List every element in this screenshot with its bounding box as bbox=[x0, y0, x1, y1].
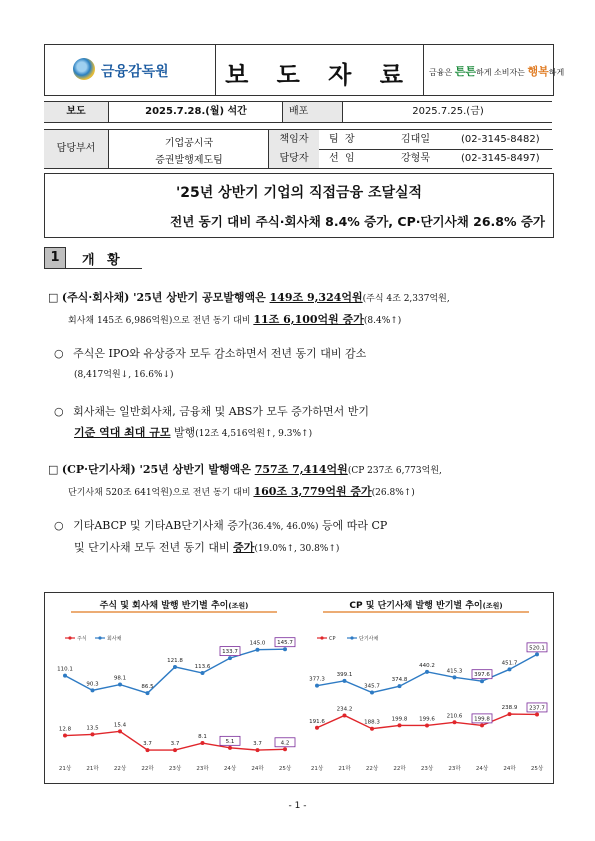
paragraph-2-line-1 bbox=[48, 462, 442, 479]
legend-marker bbox=[350, 636, 353, 639]
bullet-1-line-1 bbox=[54, 346, 366, 362]
b3-text: 기타ABCP 및 기타AB단기사채 증가 bbox=[73, 519, 249, 532]
slogan bbox=[423, 45, 565, 95]
x-tick-label: 23하 bbox=[196, 766, 209, 772]
contact-phone: (02-3145-8497) bbox=[461, 153, 540, 164]
fss-logo-icon bbox=[73, 58, 95, 80]
data-point bbox=[398, 684, 402, 688]
headline-box bbox=[44, 173, 554, 238]
data-label: 13.5 bbox=[86, 725, 99, 732]
data-point bbox=[480, 723, 484, 727]
charts-frame bbox=[44, 592, 554, 784]
data-point bbox=[535, 652, 539, 656]
data-label: 5.1 bbox=[225, 738, 235, 745]
bullet-3-line-1 bbox=[54, 518, 387, 535]
data-point bbox=[118, 729, 122, 733]
contact-title: 팀 장 bbox=[329, 134, 355, 145]
legend-label: 회사채 bbox=[107, 636, 122, 642]
x-tick-label: 22상 bbox=[365, 766, 379, 772]
chart-title bbox=[100, 599, 249, 611]
data-label: 15.4 bbox=[113, 722, 127, 729]
p1-lead: (주식·회사채) '25년 상반기 공모발행액은 bbox=[61, 291, 270, 304]
contact-row bbox=[268, 130, 553, 150]
data-label: 3.7 bbox=[143, 741, 152, 748]
b3-text-2: 등에 따라 CP bbox=[318, 519, 388, 532]
data-point bbox=[283, 747, 287, 751]
data-point bbox=[343, 713, 347, 717]
doc-title: 보 도 자 료 bbox=[225, 61, 413, 89]
x-tick-label: 21상 bbox=[310, 766, 324, 772]
x-tick-label: 24상 bbox=[475, 766, 489, 772]
legend-marker bbox=[320, 636, 323, 639]
data-point bbox=[283, 647, 287, 651]
data-label: 234.2 bbox=[336, 706, 353, 713]
x-tick-label: 24하 bbox=[503, 766, 516, 772]
chart-title bbox=[349, 599, 502, 611]
b3-text-3: 및 단기사채 모두 전년 동기 대비 bbox=[74, 541, 234, 554]
data-point bbox=[256, 748, 260, 752]
paragraph-1-line-1 bbox=[48, 290, 450, 307]
data-point bbox=[425, 723, 429, 727]
legend-marker bbox=[68, 636, 71, 639]
contact-name: 강형묵 bbox=[401, 153, 430, 164]
data-point bbox=[201, 741, 205, 745]
b3-numbers: (36.4%, 46.0%) bbox=[248, 522, 319, 532]
contact-name: 김대일 bbox=[401, 134, 430, 145]
data-label: 3.7 bbox=[170, 741, 180, 748]
legend-label: CP bbox=[329, 636, 336, 642]
slogan-part1: 금융은 bbox=[429, 68, 455, 77]
data-point bbox=[256, 648, 260, 652]
data-label: 4.2 bbox=[280, 740, 290, 747]
slogan-word1: 튼튼 bbox=[454, 65, 476, 78]
dept-name-2: 증권발행제도팀 bbox=[155, 155, 223, 166]
data-label: 121.8 bbox=[167, 657, 183, 664]
contact-role: 책임자 bbox=[269, 130, 319, 149]
x-tick-label: 24상 bbox=[223, 766, 237, 772]
data-point bbox=[63, 674, 67, 678]
data-point bbox=[118, 683, 122, 687]
org-logo-area bbox=[45, 45, 216, 95]
p1-amount: 149조 9,324억원 bbox=[269, 291, 363, 304]
x-tick-label: 24하 bbox=[251, 766, 264, 772]
x-tick-label: 25상 bbox=[530, 766, 544, 772]
x-tick-label: 22하 bbox=[393, 766, 406, 772]
data-point bbox=[425, 670, 429, 674]
data-point bbox=[370, 691, 374, 695]
page-number: - 1 - bbox=[288, 801, 307, 811]
x-tick-label: 23상 bbox=[168, 766, 182, 772]
data-point bbox=[201, 671, 205, 675]
data-label: 374.8 bbox=[391, 677, 408, 684]
header bbox=[44, 44, 565, 96]
data-label: 377.3 bbox=[309, 676, 325, 683]
data-point bbox=[91, 688, 95, 692]
data-label: 110.1 bbox=[57, 666, 73, 673]
legend-label: 단기사채 bbox=[359, 636, 379, 642]
b2-text: 회사채는 일반회사채, 금융채 및 ABS가 모두 증가하면서 반기 bbox=[73, 405, 370, 418]
data-label: 238.9 bbox=[501, 705, 518, 712]
data-label: 8.1 bbox=[198, 734, 207, 741]
stock-bond-chart bbox=[49, 594, 299, 782]
slogan-part3: 하게 bbox=[548, 68, 565, 77]
distribution-date: 2025.7.25.(금) bbox=[342, 102, 553, 122]
p1-percent: (8.4%↑) bbox=[363, 316, 402, 326]
doc-title-area bbox=[215, 45, 424, 95]
dept-cell bbox=[108, 130, 269, 168]
data-point bbox=[315, 684, 319, 688]
bullet-1-line-2 bbox=[74, 366, 174, 383]
data-label: 237.7 bbox=[529, 705, 545, 712]
distribution-label: 배포 bbox=[282, 102, 342, 122]
data-label: 191.6 bbox=[309, 718, 325, 725]
b1-text: 주식은 IPO와 유상증자 모두 감소하면서 전년 동기 대비 감소 bbox=[73, 347, 367, 360]
data-point bbox=[228, 656, 232, 660]
bullet-circle: ○ bbox=[54, 519, 64, 532]
data-point bbox=[508, 667, 512, 671]
section-number: 1 bbox=[44, 247, 66, 269]
bullet-circle: ○ bbox=[54, 405, 64, 418]
data-point bbox=[315, 726, 319, 730]
bullet-2-line-1 bbox=[54, 404, 369, 420]
x-tick-label: 22상 bbox=[113, 766, 127, 772]
b2-highlight: 기준 역대 최대 규모 bbox=[74, 426, 171, 439]
bullet-2-line-2 bbox=[74, 425, 312, 442]
bullet-box: □ bbox=[48, 291, 59, 304]
b3-numbers-2: (19.0%↑, 30.8%↑) bbox=[254, 544, 340, 554]
data-point bbox=[508, 712, 512, 716]
data-label: 90.3 bbox=[86, 681, 99, 688]
data-label: 520.1 bbox=[529, 645, 545, 652]
data-point bbox=[370, 727, 374, 731]
data-label: 145.7 bbox=[277, 640, 293, 647]
data-point bbox=[146, 691, 150, 695]
bullet-circle: ○ bbox=[54, 347, 64, 360]
org-name: 금융감독원 bbox=[101, 64, 169, 80]
p1-breakdown: (주식 4조 2,337억원, bbox=[362, 294, 450, 304]
b2-numbers: (12조 4,516억원↑, 9.3%↑) bbox=[195, 429, 313, 439]
data-label: 133.7 bbox=[222, 649, 238, 656]
data-label: 199.8 bbox=[474, 716, 490, 723]
data-point bbox=[453, 675, 457, 679]
bullet-box: □ bbox=[48, 463, 59, 476]
slogan-word2: 행복 bbox=[527, 65, 549, 78]
contact-title: 선 임 bbox=[329, 153, 355, 164]
data-label: 98.1 bbox=[113, 675, 127, 682]
x-tick-label: 23하 bbox=[448, 766, 461, 772]
chart-title-text: 주식 및 회사채 발행 반기별 추이 bbox=[99, 601, 229, 611]
data-point bbox=[173, 748, 177, 752]
dept-label: 담당부서 bbox=[44, 130, 108, 168]
cp-stb-chart bbox=[301, 594, 551, 782]
x-tick-label: 21상 bbox=[58, 766, 72, 772]
bullet-3-line-2 bbox=[74, 540, 339, 557]
headline-sub: 전년 동기 대비 주식·회사채 8.4% 증가, CP·단기사채 26.8% 증가 bbox=[170, 214, 545, 229]
contact-role: 담당자 bbox=[269, 149, 319, 168]
section-underline bbox=[44, 268, 142, 269]
release-date: 2025.7.28.(월) 석간 bbox=[108, 102, 283, 122]
data-label: 210.6 bbox=[446, 713, 463, 720]
b2-verb: 발행 bbox=[170, 426, 196, 439]
p2-amount: 757조 7,414억원 bbox=[254, 463, 348, 476]
p2-breakdown: (CP 237조 6,773억원, bbox=[347, 466, 442, 476]
data-point bbox=[91, 732, 95, 736]
x-tick-label: 21하 bbox=[338, 766, 351, 772]
chart-title-unit: (조원) bbox=[482, 602, 503, 610]
p2-percent: (26.8%↑) bbox=[371, 488, 415, 498]
p1-breakdown-2: 회사채 145조 6,986억원)으로 전년 동기 대비 bbox=[68, 316, 254, 326]
legend-marker bbox=[98, 636, 101, 639]
b1-numbers: (8,417억원↓, 16.6%↓) bbox=[74, 370, 174, 380]
data-point bbox=[173, 665, 177, 669]
data-label: 3.7 bbox=[253, 741, 262, 748]
data-point bbox=[398, 723, 402, 727]
data-label: 188.3 bbox=[364, 719, 380, 726]
release-label: 보도 bbox=[44, 102, 108, 122]
p2-increase: 160조 3,779억원 증가 bbox=[253, 485, 372, 498]
data-label: 12.8 bbox=[58, 726, 72, 733]
legend-label: 주식 bbox=[77, 636, 87, 642]
b3-highlight: 증가 bbox=[233, 541, 255, 554]
contacts-table bbox=[44, 129, 552, 169]
data-point bbox=[453, 720, 457, 724]
data-label: 440.2 bbox=[419, 662, 435, 669]
x-tick-label: 23상 bbox=[420, 766, 434, 772]
x-tick-label: 25상 bbox=[278, 766, 292, 772]
x-tick-label: 22하 bbox=[141, 766, 154, 772]
data-label: 399.1 bbox=[336, 671, 353, 678]
p1-increase: 11조 6,100억원 증가 bbox=[253, 313, 364, 326]
p2-breakdown-2: 단기사채 520조 641억원)으로 전년 동기 대비 bbox=[68, 488, 254, 498]
slogan-part2: 하게 소비자는 bbox=[476, 68, 528, 77]
paragraph-2-line-2 bbox=[68, 484, 415, 501]
data-label: 345.7 bbox=[364, 683, 380, 690]
data-point bbox=[146, 748, 150, 752]
data-label: 451.7 bbox=[501, 660, 518, 667]
data-label: 199.8 bbox=[391, 716, 408, 723]
contact-row bbox=[268, 149, 553, 168]
data-point bbox=[63, 734, 67, 738]
section-title: 개 황 bbox=[82, 253, 124, 268]
chart-title-unit: (조원) bbox=[228, 602, 249, 610]
headline-main: '25년 상반기 기업의 직접금융 조달실적 bbox=[175, 185, 423, 201]
data-point bbox=[343, 679, 347, 683]
data-point bbox=[535, 712, 539, 716]
release-row bbox=[44, 101, 552, 123]
data-label: 397.6 bbox=[474, 672, 490, 679]
contact-phone: (02-3145-8482) bbox=[461, 134, 540, 145]
data-label: 113.6 bbox=[194, 664, 211, 671]
p2-lead: (CP·단기사채) '25년 상반기 발행액은 bbox=[61, 463, 255, 476]
slogan-text bbox=[429, 63, 564, 79]
data-label: 199.6 bbox=[419, 716, 435, 723]
data-label: 86.5 bbox=[141, 684, 154, 691]
data-label: 415.3 bbox=[446, 668, 463, 675]
data-label: 145.0 bbox=[249, 640, 266, 647]
data-point bbox=[480, 679, 484, 683]
x-tick-label: 21하 bbox=[86, 766, 99, 772]
dept-name-1: 기업공시국 bbox=[164, 138, 214, 149]
paragraph-1-line-2 bbox=[68, 312, 401, 329]
data-point bbox=[228, 746, 232, 750]
chart-title-text: CP 및 단기사채 발행 반기별 추이 bbox=[349, 601, 483, 611]
